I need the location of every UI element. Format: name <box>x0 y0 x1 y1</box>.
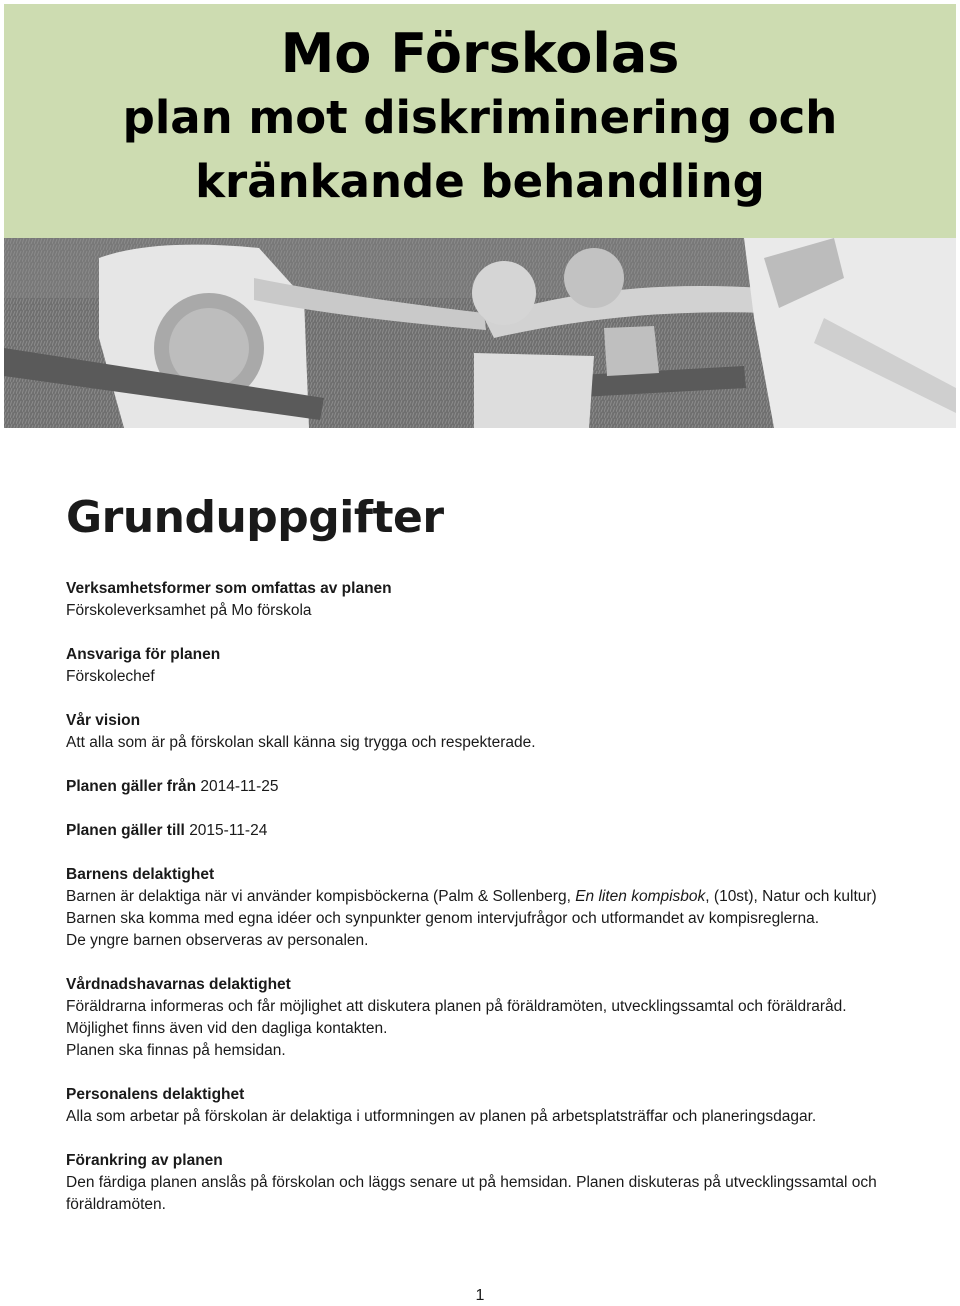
field-value: Föräldrarna informeras och får möjlighet att diskutera planen på föräldramöten, utvecklingssamtal och föräldraråd. Möjlighet finns även vid den dagliga kontakten. <box>66 998 847 1037</box>
document-subtitle-line1: plan mot diskriminering och <box>122 91 838 144</box>
field-label: Vårdnadshavarnas delaktighet <box>66 976 291 993</box>
field-giltig-fran <box>66 776 896 798</box>
field-forankring <box>66 1150 896 1216</box>
field-value: 2014-11-25 <box>200 778 279 795</box>
hero-photo <box>4 238 956 428</box>
header-banner <box>4 4 956 238</box>
field-personalens-delaktighet <box>66 1084 896 1128</box>
field-ansvariga <box>66 644 896 688</box>
section-heading: Grunduppgifter <box>66 492 444 543</box>
field-value: Planen ska finnas på hemsidan. <box>66 1042 286 1059</box>
field-vardnadshavarnas-delaktighet <box>66 974 896 1062</box>
document-subtitle <box>4 86 956 214</box>
field-value: 2015-11-24 <box>189 822 268 839</box>
field-barnens-delaktighet <box>66 864 896 952</box>
field-label: Barnens delaktighet <box>66 866 215 883</box>
field-label: Personalens delaktighet <box>66 1086 245 1103</box>
field-text: , (10st), Natur och kultur) Barnen ska komma med egna idéer och synpunkter genom intervjufrågor och utformandet av kompisreglerna. <box>66 888 877 927</box>
document-title: Mo Förskolas <box>280 22 680 85</box>
book-title: En liten kompisbok <box>575 888 706 905</box>
children-playing-photo <box>4 238 956 428</box>
field-verksamhet <box>66 578 896 622</box>
field-giltig-till <box>66 820 896 842</box>
page-number: 1 <box>475 1287 485 1304</box>
field-value: Förskoleverksamhet på Mo förskola <box>66 602 312 619</box>
content-area <box>66 490 896 1238</box>
field-label: Förankring av planen <box>66 1152 223 1169</box>
field-value: Förskolechef <box>66 668 155 685</box>
field-value: De yngre barnen observeras av personalen. <box>66 932 369 949</box>
document-subtitle-line2: kränkande behandling <box>195 155 765 208</box>
field-text: Barnen är delaktiga när vi använder kompisböckerna (Palm & Sollenberg, <box>66 888 576 905</box>
field-value: Alla som arbetar på förskolan är delaktiga i utformningen av planen på arbetsplatsträffar och planeringsdagar. <box>66 1108 817 1125</box>
field-label: Verksamhetsformer som omfattas av planen <box>66 580 392 597</box>
field-vision <box>66 710 896 754</box>
field-value: Att alla som är på förskolan skall känna sig trygga och respekterade. <box>66 734 536 751</box>
field-value: Den färdiga planen anslås på förskolan och läggs senare ut på hemsidan. Planen diskuteras på utvecklingssamtal och föräldramöten. <box>66 1174 877 1213</box>
field-label: Ansvariga för planen <box>66 646 221 663</box>
field-label: Planen gäller från <box>66 778 197 795</box>
field-label: Vår vision <box>66 712 141 729</box>
field-label: Planen gäller till <box>66 822 185 839</box>
field-value <box>66 886 896 930</box>
